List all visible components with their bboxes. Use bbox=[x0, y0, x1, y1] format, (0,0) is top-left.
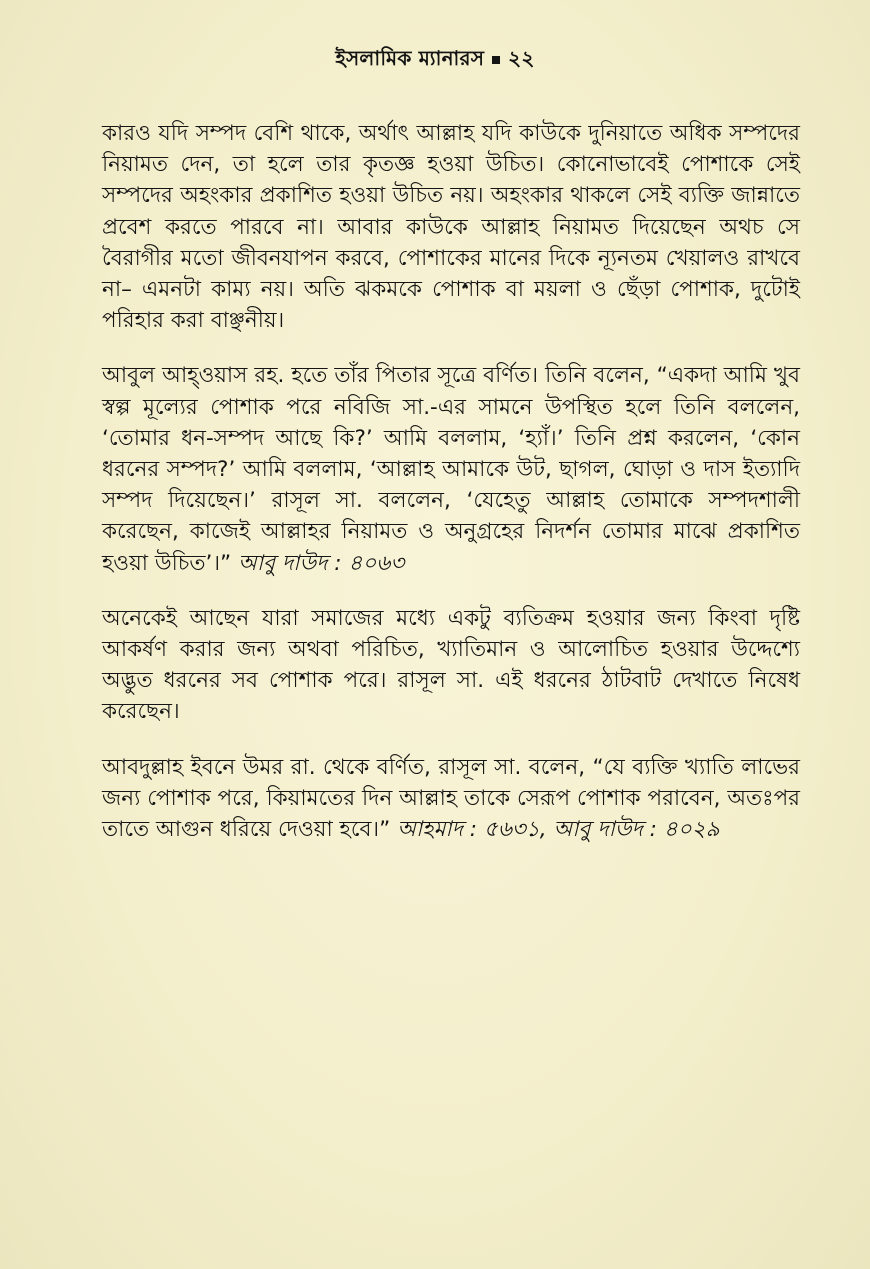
book-title: ইসলামিক ম্যানারস bbox=[335, 46, 485, 70]
paragraph-text: অনেকেই আছেন যারা সমাজের মধ্যে একটু ব্যতিক্রম হওয়ার জন্য কিংবা দৃষ্টি আকর্ষণ করার জন্য অথবা পরিচিত, খ্যাতিমান ও আলোচিত হওয়ার উদ্দেশ্যে অদ্ভুত ধরনের সব পোশাক পরে। রাসূল সা. এই ধরনের ঠাটবাট দেখাতে নিষেধ করেছেন। bbox=[102, 605, 800, 725]
page-number: ২২ bbox=[508, 46, 535, 70]
page-header bbox=[0, 44, 870, 72]
hadith-citation: আবু দাউদ : ৪০৬৩ bbox=[238, 550, 405, 576]
separator-square-icon bbox=[492, 56, 500, 64]
paragraph-text: আবদুল্লাহ ইবনে উমর রা. থেকে বর্ণিত, রাসূল সা. বলেন, “যে ব্যক্তি খ্যাতি লাভের জন্য পোশাক পরে, কিয়ামতের দিন আল্লাহ তাকে সেরূপ পোশাক পরাবেন, অতঃপর তাতে আগুন ধরিয়ে দেওয়া হবে।” bbox=[102, 754, 800, 843]
hadith-citation: আহমাদ : ৫৬৩১, আবু দাউদ : ৪০২৯ bbox=[397, 817, 720, 843]
paragraph-text: কারও যদি সম্পদ বেশি থাকে, অর্থাৎ আল্লাহ যদি কাউকে দুনিয়াতে অধিক সম্পদের নিয়ামত দেন, তা হলে তার কৃতজ্ঞ হওয়া উচিত। কোনোভাবেই পোশাকে সেই সম্পদের অহংকার প্রকাশিত হওয়া উচিত নয়। অহংকার থাকলে সেই ব্যক্তি জান্নাতে প্রবেশ করতে পারবে না। আবার কাউকে আল্লাহ নিয়ামত দিয়েছেন অথচ সে বৈরাগীর মতো জীবনযাপন করবে, পোশাকের মানের দিকে ন্যূনতম খেয়ালও রাখবে না– এমনটা কাম্য নয়। অতি ঝকমকে পোশাক বা ময়লা ও ছেঁড়া পোশাক, দুটোই পরিহার করা বাঞ্ছনীয়। bbox=[102, 121, 800, 334]
paragraph-text: আবুল আহ্ওয়াস রহ. হতে তাঁর পিতার সূত্রে বর্ণিত। তিনি বলেন, “একদা আমি খুব স্বল্প মূল্যের পোশাক পরে নবিজি সা.-এর সামনে উপস্থিত হলে তিনি বললেন, ‘তোমার ধন-সম্পদ আছে কি?’ আমি বললাম, ‘হ্যাঁ।’ তিনি প্রশ্ন করলেন, ‘কোন ধরনের সম্পদ?’ আমি বললাম, ‘আল্লাহ আমাকে উট, ছাগল, ঘোড়া ও দাস ইত্যাদি সম্পদ দিয়েছেন।’ রাসূল সা. বললেন, ‘যেহেতু আল্লাহ তোমাকে সম্পদশালী করেছেন, কাজেই আল্লাহর নিয়ামত ও অনুগ্রহের নিদর্শন তোমার মাঝে প্রকাশিত হওয়া উচিত’।” bbox=[102, 363, 800, 576]
paragraph-1 bbox=[102, 118, 800, 336]
page-body bbox=[102, 118, 800, 869]
paragraph-2 bbox=[102, 360, 800, 578]
paragraph-4 bbox=[102, 752, 800, 846]
paragraph-3 bbox=[102, 603, 800, 728]
